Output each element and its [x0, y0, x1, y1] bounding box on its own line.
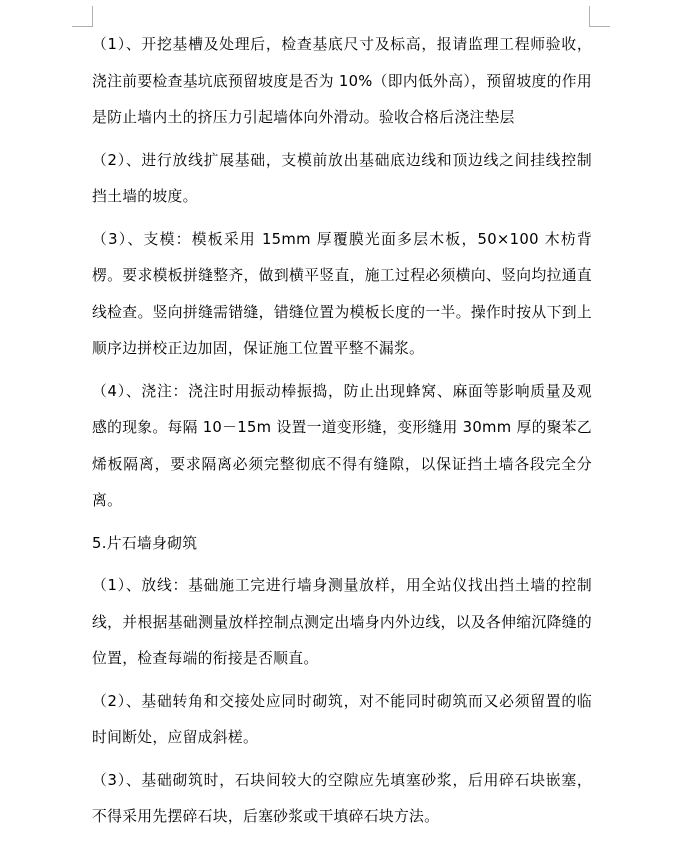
page-corner-mark-right — [589, 6, 610, 27]
paragraph-pouring: （4）、浇注：浇注时用振动棒振捣，防止出现蜂窝、麻面等影响质量及观感的现象。每隔 10－15m 设置一道变形缝，变形缝用 30mm 厚的聚苯乙烯板隔离，要求隔离必须完整彻底不得有缝隙，以保证挡土墙各段完全分离。 — [92, 382, 592, 509]
page-corner-mark-left — [72, 6, 93, 27]
paragraph-wall-layout: （1）、放线：基础施工完进行墙身测量放样，用全站仪找出挡土墙的控制线，并根据基础测量放样控制点测定出墙身内外边线，以及各伸缩沉降缝的位置，检查每端的衔接是否顺直。 — [92, 577, 592, 667]
paragraph-formwork: （3）、支模：模板采用 15mm 厚覆膜光面多层木板，50×100 木枋背楞。要求模板拼缝整齐，做到横平竖直，施工过程必须横向、竖向均拉通直线检查。竖向拼缝需错缝，错缝位置为模板长度的一半。操作时按从下到上顺序边拼校正边加固，保证施工位置平整不漏浆。 — [92, 230, 592, 357]
section-heading-rubble-wall: 5.片石墙身砌筑 — [92, 534, 198, 552]
paragraph-excavation: （1）、开挖基槽及处理后，检查基底尺寸及标高，报请监理工程师验收，浇注前要检查基坑底预留坡度是否为 10%（即内低外高），预留坡度的作用是防止墙内土的挤压力引起墙体向外滑动。验收合格后浇注垫层 — [92, 36, 592, 126]
paragraph-gap-filling: （3）、基础砌筑时，石块间较大的空隙应先填塞砂浆，后用碎石块嵌塞，不得采用先摆碎石块，后塞砂浆或干填碎石块方法。 — [92, 771, 592, 825]
paragraph-corner-masonry: （2）、基础转角和交接处应同时砌筑，对不能同时砌筑而又必须留置的临时间断处，应留成斜槎。 — [92, 692, 592, 746]
paragraph-layout-foundation: （2）、进行放线扩展基础，支模前放出基础底边线和顶边线之间挂线控制挡土墙的坡度。 — [92, 151, 592, 205]
document-body — [92, 27, 592, 842]
